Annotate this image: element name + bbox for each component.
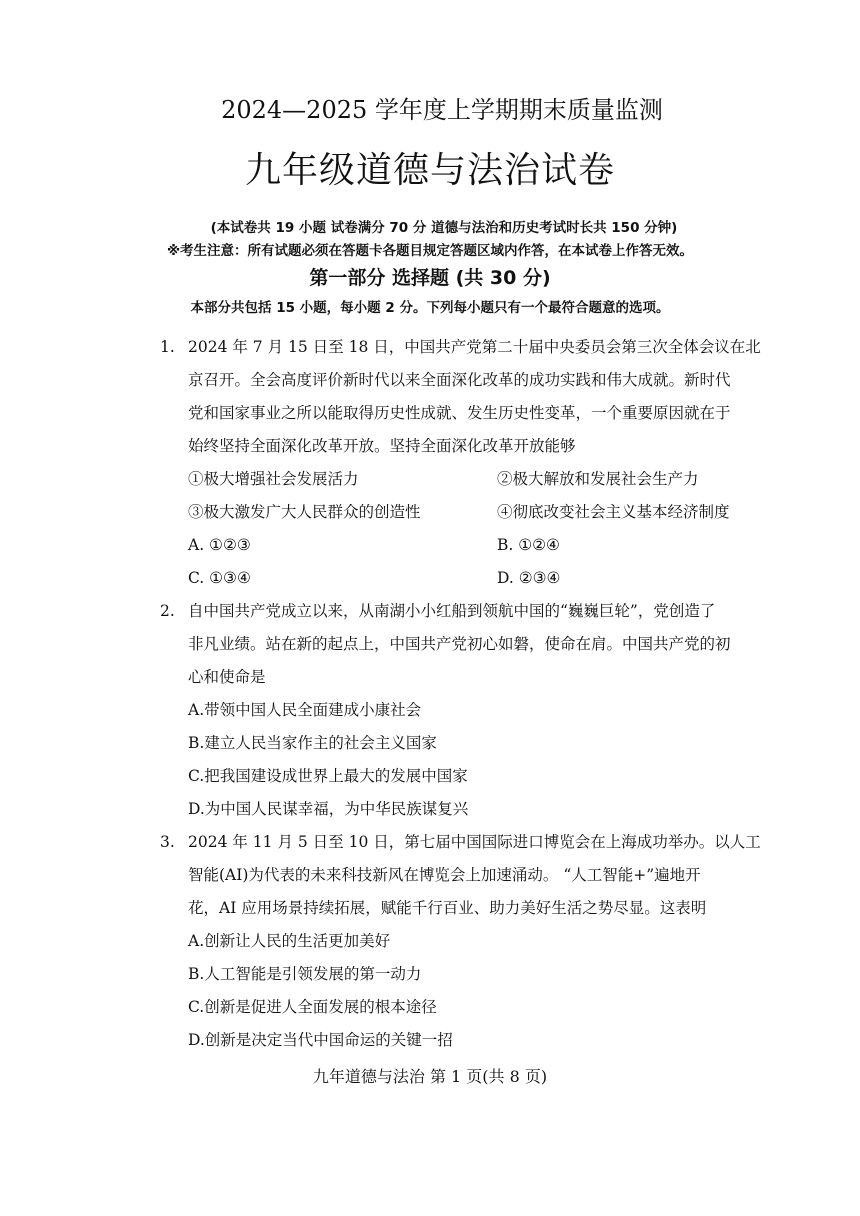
question-text-line: 党和国家事业之所以能取得历史性成就、发生历史性变革，一个重要原因就在于 <box>188 404 731 422</box>
section-description: 本部分共包括 15 小题，每小题 2 分。下列每小题只有一个最符合题意的选项。 <box>190 300 670 316</box>
question-text-line: 自中国共产党成立以来，从南湖小小红船到领航中国的“巍巍巨轮”，党创造了 <box>188 602 716 620</box>
statement-3: ③极大激发广大人民群众的创造性 <box>188 503 421 521</box>
option-a: A.带领中国人民全面建成小康社会 <box>188 701 422 719</box>
exam-term-title: 2024—2025 学年度上学期期末质量监测 <box>221 96 663 124</box>
question-text-line: 非凡业绩。站在新的起点上，中国共产党初心如磐，使命在肩。中国共产党的初 <box>188 635 731 653</box>
option-c: C. ①③④ <box>188 569 251 587</box>
option-b: B.人工智能是引领发展的第一动力 <box>188 965 422 983</box>
page-footer: 九年道德与法治 第 1 页(共 8 页) <box>312 1067 548 1086</box>
statement-4: ④彻底改变社会主义基本经济制度 <box>497 503 730 521</box>
section-title: 第一部分 选择题 (共 30 分) <box>309 267 551 289</box>
question-text-line: 2024 年 11 月 5 日至 10 日，第七届中国国际进口博览会在上海成功举办。以人工 <box>188 833 761 851</box>
question-text-line: 智能(AI)为代表的未来科技新风在博览会上加速涌动。 “人工智能+”遍地开 <box>188 866 701 884</box>
option-a: A.创新让人民的生活更加美好 <box>188 932 391 950</box>
statement-1: ①极大增强社会发展活力 <box>188 470 359 488</box>
option-a: A. ①②③ <box>188 536 251 554</box>
question-text-line: 2024 年 7 月 15 日至 18 日，中国共产党第二十届中央委员会第三次全体会议在北 <box>188 338 761 356</box>
question-text-line: 花，AI 应用场景持续拓展，赋能千行百业、助力美好生活之势尽显。这表明 <box>188 899 707 917</box>
option-d: D. ②③④ <box>497 569 561 587</box>
exam-main-title: 九年级道德与法治试卷 <box>244 150 615 191</box>
option-b: B.建立人民当家作主的社会主义国家 <box>188 734 437 752</box>
question-number: 2. <box>160 602 175 620</box>
question-text-line: 京召开。全会高度评价新时代以来全面深化改革的成功实践和伟大成就。新时代 <box>188 371 731 389</box>
option-c: C.创新是促进人全面发展的根本途径 <box>188 998 437 1016</box>
option-b: B. ①②④ <box>497 536 560 554</box>
option-c: C.把我国建设成世界上最大的发展中国家 <box>188 767 468 785</box>
question-text-line: 心和使命是 <box>188 668 266 686</box>
question-text-line: 始终坚持全面深化改革开放。坚持全面深化改革开放能够 <box>188 437 576 455</box>
question-number: 1. <box>160 338 175 356</box>
question-number: 3. <box>160 833 175 851</box>
option-d: D.为中国人民谋幸福，为中华民族谋复兴 <box>188 800 469 818</box>
exam-warning-note: ※考生注意：所有试题必须在答题卡各题目规定答题区域内作答，在本试卷上作答无效。 <box>166 243 694 259</box>
exam-info-note: (本试卷共 19 小题 试卷满分 70 分 道德与法治和历史考试时长共 150 分钟) <box>210 220 678 236</box>
statement-2: ②极大解放和发展社会生产力 <box>497 470 699 488</box>
option-d: D.创新是决定当代中国命运的关键一招 <box>188 1031 453 1049</box>
